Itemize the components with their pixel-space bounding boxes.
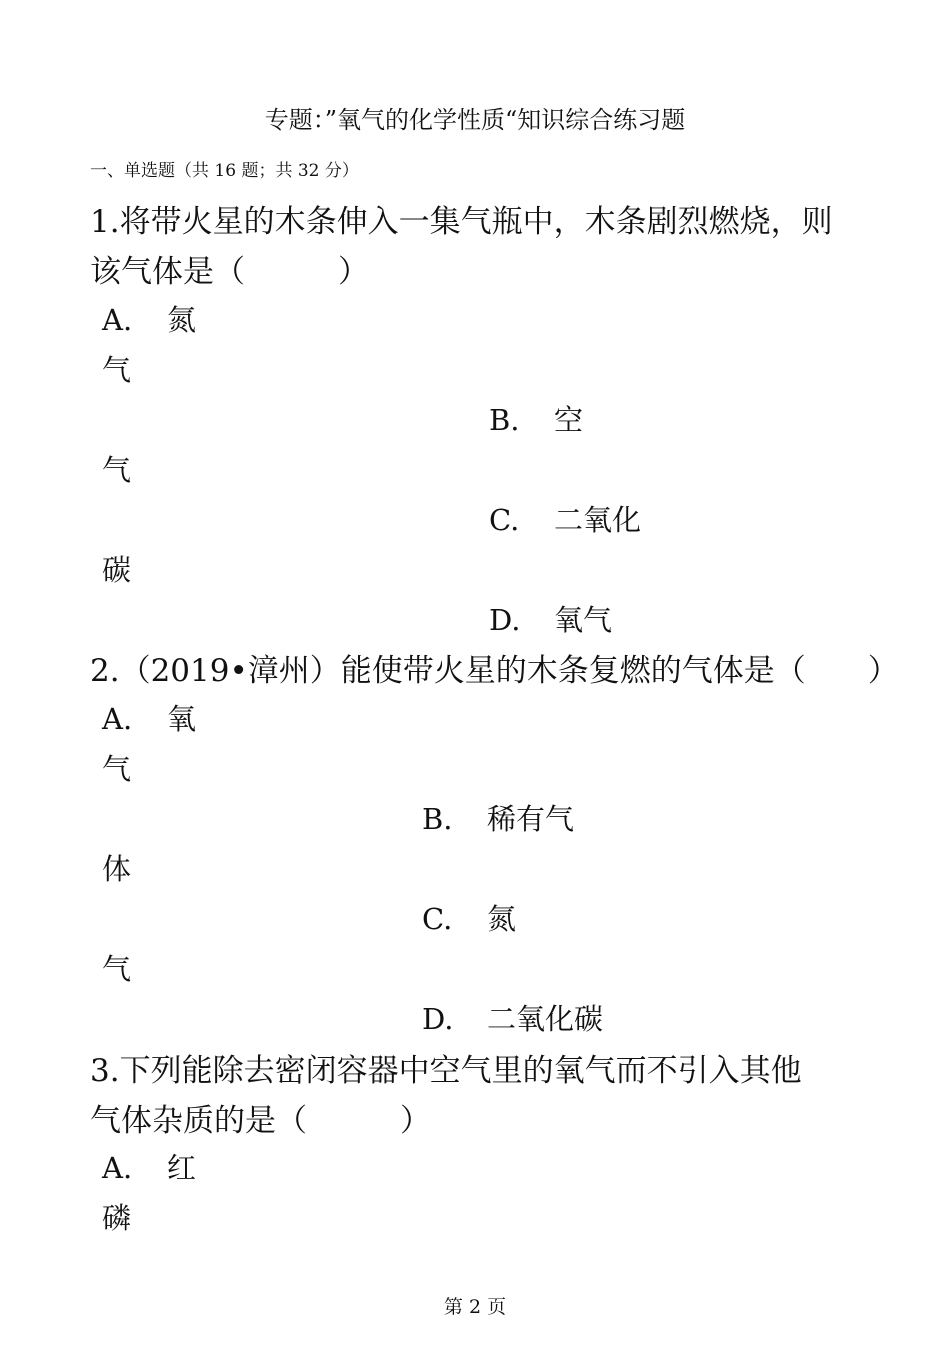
q3-option-a-text: 红 (167, 1151, 197, 1185)
q3-option-a-label: A. (102, 1151, 133, 1185)
q1-option-a-text-wrap: 气 (102, 353, 132, 387)
q1-option-a-text: 氮 (167, 303, 197, 337)
question-1-line-1: 1.将带火星的木条伸入一集气瓶中，木条剧烈燃烧，则 (90, 204, 833, 240)
q1-option-b-label: B. (489, 403, 520, 437)
q1-option-d-text: 氧气 (554, 603, 613, 637)
question-1-line-2: 该气体是（ ） (90, 254, 369, 290)
q3-option-a-text-wrap: 磷 (102, 1201, 132, 1235)
q1-option-c-label: C. (489, 503, 520, 537)
section-heading: 一、单选题（共 16 题；共 32 分） (90, 161, 359, 181)
q1-option-a-label: A. (102, 303, 133, 337)
q1-option-d-label: D. (489, 603, 521, 637)
q2-option-c-text-wrap: 气 (102, 952, 132, 986)
q1-option-b-text-wrap: 气 (102, 453, 132, 487)
q1-option-c-text-wrap: 碳 (102, 553, 132, 587)
q1-option-c (489, 498, 641, 539)
q1-option-b (489, 398, 583, 439)
question-3-line-2: 气体杂质的是（ ） (90, 1103, 431, 1139)
q1-option-b-text: 空 (554, 403, 584, 437)
q2-option-b-text: 稀有气 (487, 802, 575, 836)
q2-option-a-label: A. (102, 702, 133, 736)
q2-option-a (102, 697, 196, 738)
q1-option-d (489, 598, 612, 639)
page-number: 第 2 页 (443, 1296, 507, 1318)
q2-option-a-text: 氧 (167, 702, 197, 736)
page-title: 专题：”氧气的化学性质“知识综合练习题 (264, 106, 686, 134)
q2-option-c-text: 氮 (487, 902, 517, 936)
question-3-line-1: 3.下列能除去密闭容器中空气里的氧气而不引入其他 (90, 1053, 802, 1089)
q2-option-c (422, 897, 516, 938)
q2-option-d-label: D. (422, 1002, 454, 1036)
q2-option-a-text-wrap: 气 (102, 752, 132, 786)
q2-option-c-label: C. (422, 902, 453, 936)
question-2-line-1: 2.（2019•漳州）能使带火星的木条复燃的气体是（ ） (90, 653, 899, 689)
q2-option-d-text: 二氧化碳 (487, 1002, 604, 1036)
q1-option-a (102, 298, 196, 339)
q2-option-d (422, 997, 603, 1038)
q1-option-c-text: 二氧化 (554, 503, 642, 537)
q3-option-a (102, 1146, 196, 1187)
q2-option-b-label: B. (422, 802, 453, 836)
q2-option-b (422, 797, 574, 838)
q2-option-b-text-wrap: 体 (102, 852, 132, 886)
